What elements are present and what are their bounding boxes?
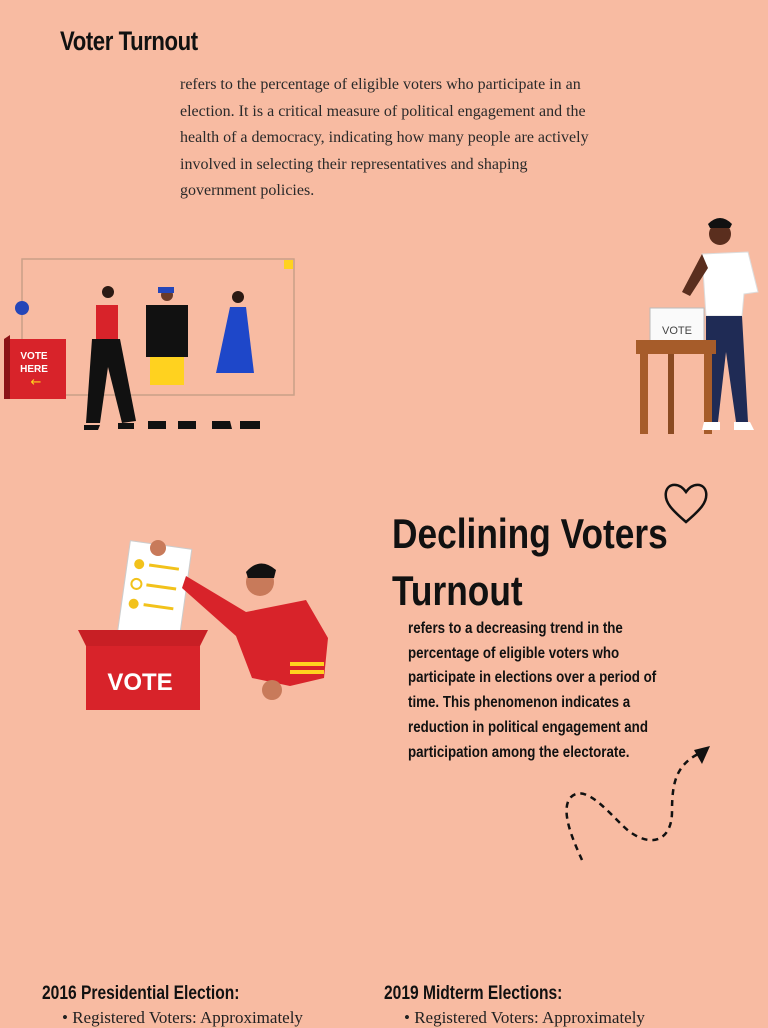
- voter-figure-2: [146, 287, 196, 429]
- intro-paragraph: refers to the percentage of eligible voters who participate in an election. It is a critical measure of political engagement and the health of a democracy, indicating how many people are actively involved in selecting their representatives and shaping government policies.: [180, 76, 589, 199]
- ballot-casting-illustration: [76, 538, 336, 714]
- section-paragraph: refers to a decreasing trend in the percentage of eligible voters who participate in elections over a period of time. This phenomenon indicates a reduction in political engagement and participation among the electorate.: [408, 620, 657, 761]
- man-voting-illustration: [630, 212, 768, 434]
- election-2016-title: 2016 Presidential Election:: [42, 983, 240, 1004]
- dashed-arrow-icon: [560, 742, 720, 864]
- election-2019-title: 2019 Midterm Elections:: [384, 983, 563, 1004]
- election-2019-bullet: • Registered Voters: Approximately: [404, 1008, 645, 1027]
- voters-queue-illustration: [0, 255, 300, 435]
- page-title: Voter Turnout: [60, 26, 198, 56]
- election-2016-bullet: • Registered Voters: Approximately: [62, 1008, 303, 1027]
- vote-here-sign: [4, 335, 66, 399]
- ballot-box-small-label: VOTE: [662, 325, 692, 337]
- svg-text:←: ←: [30, 375, 42, 390]
- vote-here-line1: VOTE: [20, 351, 48, 362]
- voter-figure-1: [84, 286, 136, 430]
- section-title: Declining Voters Turnout: [392, 510, 668, 614]
- vote-here-line2: HERE: [20, 364, 48, 375]
- ballot-box-large-label: VOTE: [107, 669, 173, 696]
- voter-figure-3: [212, 291, 260, 429]
